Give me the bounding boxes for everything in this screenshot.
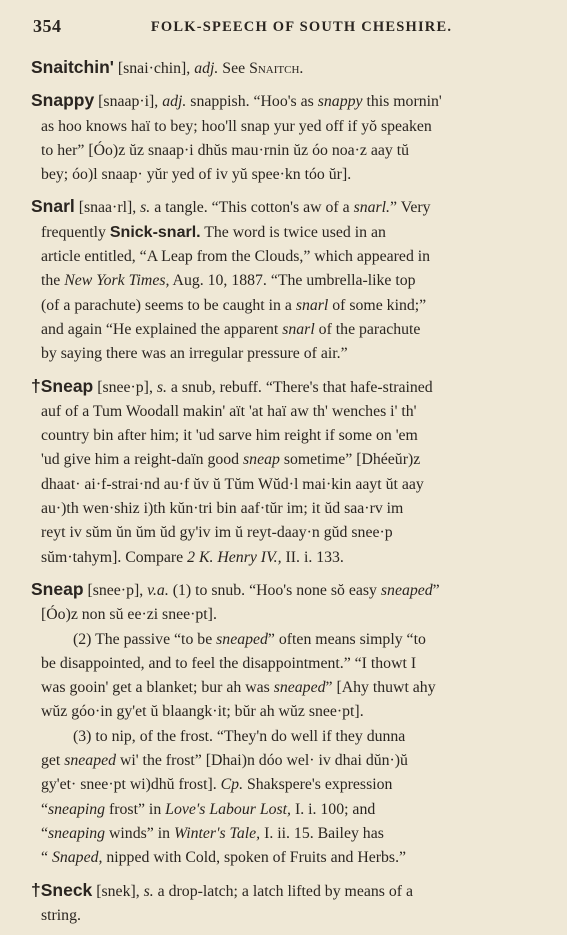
italic-text: New York Times, <box>64 272 170 290</box>
entry-line <box>31 773 546 797</box>
entry-text: wi' the frost” [Dhai)n dóo wel· iv dhai dŭn·)ŭ <box>116 752 408 770</box>
italic-text: sneaped <box>64 752 117 770</box>
headword: Snarl <box>31 196 75 217</box>
entry-line <box>31 55 546 81</box>
headword: Snaitchin' <box>31 57 114 77</box>
entry-line <box>31 546 546 570</box>
entry-text: bey; óo)l snaap· yŭr yed of iv yŭ spee·kn tóo ŭr]. <box>41 166 352 184</box>
entry-text: snappish. “Hoo's as <box>186 93 318 111</box>
italic-text: adj. <box>194 60 219 77</box>
italic-text: sneap <box>243 451 280 469</box>
italic-text: adj. <box>162 93 187 111</box>
entry-text: sŭm·tahym]. Compare <box>41 548 188 566</box>
entry-text: “ <box>41 849 52 867</box>
dictionary-entry <box>31 55 546 81</box>
entry-text: wŭz góo·in gy'et ŭ blaangk·it; bŭr ah wŭz snee·pt]. <box>41 703 364 721</box>
entry-text: get <box>41 752 65 770</box>
entry-text: ” often means simply “to <box>267 630 426 648</box>
dictionary-entry <box>31 374 546 570</box>
entry-line <box>31 878 546 904</box>
italic-text: Love's Labour Lost, <box>165 800 291 818</box>
entry-text: article entitled, “A Leap from the Clouds,” which appeared in <box>41 248 431 266</box>
entry-line <box>31 846 546 870</box>
headword: †Sneap <box>31 375 94 396</box>
entry-text: a drop-latch; a latch lifted by means of a <box>153 882 413 900</box>
entry-text: of the parachute <box>314 320 421 338</box>
entry-text: [snai·chin], <box>113 60 195 77</box>
entry-line <box>31 448 546 472</box>
entry-text: country bin after him; it 'ud sarve him reight if some on 'em <box>41 427 418 445</box>
entry-text: a snub, rebuff. “There's that hafe-strained <box>166 378 433 396</box>
entry-text: [snee·p], <box>93 378 157 396</box>
italic-text: sneaped <box>380 581 433 599</box>
entry-text: “ <box>41 800 49 818</box>
entry-line <box>31 700 546 724</box>
entry-line <box>31 294 546 318</box>
entry-text: au·)th wen·shiz i)th kŭn·tri bin aaf·tŭr im; it ŭd saa·rv im <box>41 500 404 518</box>
entry-line <box>31 652 546 676</box>
dictionary-entries <box>31 55 546 935</box>
italic-text: snarl <box>295 296 329 314</box>
entry-line <box>31 374 546 400</box>
entry-line <box>31 194 546 220</box>
italic-text: v.a. <box>147 581 169 599</box>
headword: †Sneck <box>31 879 93 900</box>
italic-text: sneaping <box>48 824 106 842</box>
entry-line <box>31 822 546 846</box>
italic-text: s. <box>140 199 151 217</box>
entry-text: [Óo)z non sŭ ee·zi snee·pt]. <box>41 606 217 624</box>
entry-text: to her” [Óo)z ŭz snaap·i dhŭs mau·rnin ŭz óo noa·z aay tŭ <box>41 141 410 159</box>
entry-text: “ <box>41 824 49 842</box>
entry-text: I. ii. 15. Bailey has <box>260 824 384 842</box>
entry-line <box>31 139 546 163</box>
entry-line <box>31 245 546 269</box>
italic-text: snarl. <box>353 199 391 217</box>
entry-text: See <box>218 60 250 77</box>
entry-text: [snaap·i], <box>94 93 163 111</box>
italic-text: snappy <box>317 93 363 111</box>
entry-text: this mornin' <box>362 93 442 111</box>
entry-text: a tangle. “This cotton's aw of a <box>150 199 354 217</box>
italic-text: Cp. <box>220 776 244 794</box>
entry-line <box>31 603 546 627</box>
entry-text: II. i. 133. <box>281 548 344 566</box>
entry-line <box>31 676 546 700</box>
italic-text: 2 K. Henry IV., <box>187 548 282 566</box>
entry-text: [snek], <box>92 882 144 900</box>
entry-line <box>31 577 546 603</box>
italic-text: Snaped, <box>51 849 103 867</box>
entry-line <box>31 400 546 424</box>
entry-text: by saying there was an irregular pressure of air.” <box>41 345 348 363</box>
entry-line <box>31 318 546 342</box>
entry-line <box>31 749 546 773</box>
entry-text: and again “He explained the apparent <box>41 320 283 338</box>
entry-text: was gooin' get a blanket; bur ah was <box>41 679 274 697</box>
entry-line <box>31 163 546 187</box>
entry-text: winds” in <box>105 824 174 842</box>
entry-text: [snaa·rl], <box>74 199 141 217</box>
italic-text: s. <box>143 882 154 900</box>
italic-text: sneaping <box>48 800 106 818</box>
entry-text: gy'et· snee·pt wi)dhŭ frost]. <box>41 776 221 794</box>
entry-line <box>31 497 546 521</box>
entry-line <box>31 342 546 366</box>
entry-text: Snaitch. <box>249 60 304 77</box>
entry-text: (2) The passive “to be <box>73 630 217 648</box>
entry-line <box>31 798 546 822</box>
entry-line <box>31 521 546 545</box>
entry-text: (of a parachute) seems to be caught in a <box>41 296 296 314</box>
entry-text: ” Very <box>390 199 431 217</box>
entry-text: dhaat· ai·f-strai·nd au·f ŭv ŭ Tŭm Wŭd·l mai·kin aayt ŭt aay <box>41 475 424 493</box>
entry-text: auf of a Tum Woodall makin' aït 'at haï aw th' wenches i' th' <box>41 402 417 420</box>
entry-text: as hoo knows haï to bey; hoo'll snap yur yed off if yŏ speaken <box>41 117 432 135</box>
entry-text: Aug. 10, 1887. “The umbrella-like top <box>169 272 416 290</box>
entry-text: reyt iv sŭm ŭn ŭm ŭd gy'iv im ŭ reyt-daay·n gŭd snee·p <box>41 524 393 542</box>
entry-text: Shakspere's expression <box>243 776 393 794</box>
dictionary-entry <box>31 577 546 871</box>
entry-line <box>31 725 546 749</box>
entry-text: sometime” [Dhéeŭr)z <box>279 451 421 469</box>
headword: Snappy <box>31 90 95 111</box>
entry-text: 'ud give him a reight-daïn good <box>41 451 244 469</box>
entry-line <box>31 221 546 245</box>
entry-text: of some kind;” <box>328 296 427 314</box>
page-number: 354 <box>33 16 62 36</box>
italic-text: sneaped <box>273 679 326 697</box>
entry-line <box>31 473 546 497</box>
entry-line <box>31 628 546 652</box>
italic-text: snarl <box>282 320 315 338</box>
dictionary-entry <box>31 194 546 366</box>
entry-text: I. i. 100; and <box>291 800 376 818</box>
entry-text: nipped with Cold, spoken of Fruits and Herbs.” <box>102 849 407 867</box>
entry-line <box>31 88 546 114</box>
entry-text: (1) to snub. “Hoo's none sŏ easy <box>168 581 381 599</box>
entry-text: be disappointed, and to feel the disappointment.” “I thowt I <box>41 654 417 672</box>
running-title: FOLK-SPEECH OF SOUTH CHESHIRE. <box>150 19 453 35</box>
entry-line <box>31 269 546 293</box>
entry-line <box>31 115 546 139</box>
dictionary-entry <box>31 878 546 929</box>
entry-text: ” [Ahy thuwt ahy <box>325 679 436 697</box>
entry-line <box>31 904 546 928</box>
entry-text: string. <box>41 906 81 924</box>
entry-text: frost” in <box>105 800 166 818</box>
italic-text: sneaped <box>216 630 268 648</box>
headword: Snick-snarl. <box>109 223 201 241</box>
italic-text: Winter's Tale, <box>173 824 261 842</box>
dictionary-entry <box>31 88 546 187</box>
entry-text: (3) to nip, of the frost. “They'n do well if they dunna <box>73 727 406 745</box>
entry-text: the <box>41 272 65 290</box>
entry-text: frequently <box>41 223 110 241</box>
entry-line <box>31 424 546 448</box>
entry-text: [snee·p], <box>83 581 148 599</box>
entry-text: ” <box>432 581 440 599</box>
italic-text: s. <box>156 378 167 396</box>
entry-text: The word is twice used in an <box>200 223 386 241</box>
headword: Sneap <box>31 578 84 599</box>
